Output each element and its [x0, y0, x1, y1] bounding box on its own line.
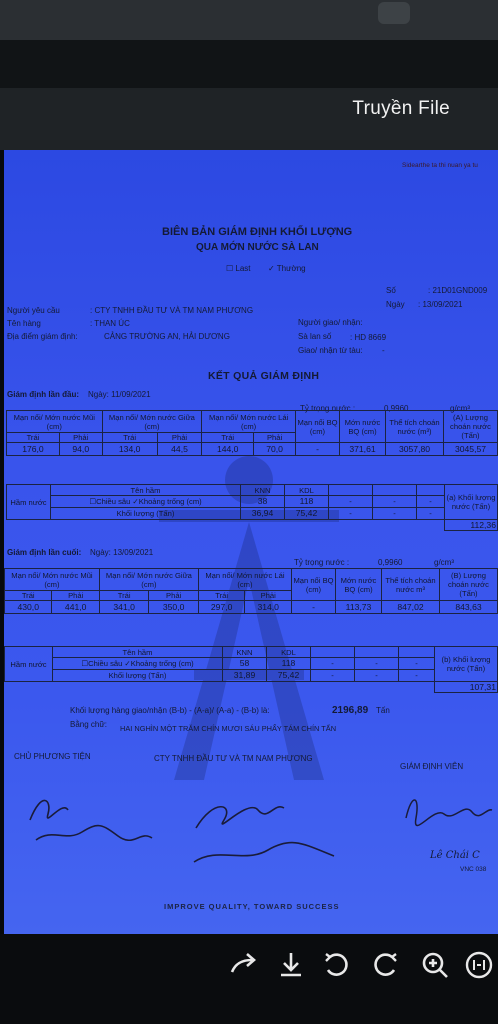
mass-value: 2196,89: [332, 705, 369, 716]
cell-dash: -: [355, 670, 399, 682]
ballast-row-space: ☐Chiều sâu ✓Khoảng trống (cm): [53, 658, 223, 670]
first-draft-table: [6, 410, 498, 456]
header-volume: Thể tích choán nước m³: [382, 569, 440, 601]
cell-dash: -: [399, 670, 435, 682]
sign-ship-owner: CHỦ PHƯƠNG TIỆN: [14, 752, 91, 761]
cell-value: -: [296, 443, 340, 456]
col-left: Trái: [202, 433, 254, 443]
header-bow: Mạn nổi/ Mớn nước Mũi (cm): [7, 411, 103, 433]
cell-dash: -: [417, 496, 445, 508]
sign-company: CTY TNHH ĐẦU TƯ VÀ TM NAM PHƯƠNG: [154, 754, 313, 763]
col-left: Trái: [5, 591, 52, 601]
signature-company: [184, 784, 354, 874]
cell-value: 75,42: [267, 670, 311, 682]
col-right: Phải: [52, 591, 99, 601]
first-survey-date: Ngày: 11/09/2021: [88, 390, 151, 399]
cell-value: 70,0: [254, 443, 296, 456]
goods-label: Tên hàng: [7, 319, 41, 328]
cell-value: 44,5: [157, 443, 201, 456]
knn-header: KNN: [241, 485, 285, 496]
header-stern: Mạn nổi/ Mớn nước Lái (cm): [198, 569, 291, 591]
rotate-right-icon[interactable]: [368, 948, 402, 982]
slogan: IMPROVE QUALITY, TOWARD SUCCESS: [164, 902, 340, 911]
cell-value: 843,63: [440, 601, 498, 614]
so-value: : 21D01GND009: [428, 286, 488, 295]
kdl-header: KDL: [285, 485, 329, 496]
cell-value: 31,89: [223, 670, 267, 682]
cell-value: 441,0: [52, 601, 99, 614]
rotate-left-icon[interactable]: [320, 948, 354, 982]
cell-dash: -: [373, 496, 417, 508]
last-density-label: Tỷ trọng nước :: [294, 558, 350, 567]
device-top-edge: [0, 0, 498, 40]
col-right: Phải: [254, 433, 296, 443]
col-left: Trái: [198, 591, 245, 601]
cell-value: 3057,80: [386, 443, 444, 456]
requester-label: Người yêu cầu: [7, 306, 60, 315]
cell-dash: -: [373, 508, 417, 520]
header-avg-freeboard: Mạn nổi BQ (cm): [296, 411, 340, 443]
cell-dash: -: [311, 658, 355, 670]
first-survey-label: Giám định lần đầu:: [7, 390, 80, 399]
document-image: [4, 150, 498, 934]
option-last: ☐ Last: [226, 264, 251, 273]
cell-value: 58: [223, 658, 267, 670]
from-ship-label: Giao/ nhận từ tàu:: [298, 346, 363, 355]
ballast-total-value: 112,36: [445, 520, 498, 531]
cell-value: 297,0: [198, 601, 245, 614]
place-value: CẢNG TRƯỜNG AN, HẢI DƯƠNG: [104, 332, 230, 341]
cell-dash: -: [417, 508, 445, 520]
mass-label: Khối lượng hàng giao/nhận (B-b) - (A-a)/ (A-a) - (B-b) là:: [70, 706, 270, 715]
header-avg-draft: Mớn nước BQ (cm): [340, 411, 386, 443]
header-bow: Mạn nổi/ Mớn nước Mũi (cm): [5, 569, 100, 591]
tank-name-header: Tên hầm: [51, 485, 241, 496]
cell-value: 3045,57: [444, 443, 498, 456]
last-survey-label: Giám định lần cuối:: [7, 548, 82, 557]
cell-value: 314,0: [245, 601, 292, 614]
corner-text: Sidearthe ta thi nuan ya tu: [402, 162, 478, 169]
share-arrow-icon[interactable]: [226, 948, 260, 982]
ballast-row-mass: Khối lượng (Tấn): [51, 508, 241, 520]
ballast-row-mass: Khối lượng (Tấn): [53, 670, 223, 682]
device-button: [378, 2, 410, 24]
cell-value: 847,02: [382, 601, 440, 614]
col-right: Phải: [59, 433, 102, 443]
cell-dash: -: [311, 670, 355, 682]
cell-value: 176,0: [7, 443, 60, 456]
header-avg-draft: Mớn nước BQ (cm): [336, 569, 382, 601]
col-right: Phải: [157, 433, 201, 443]
header-avg-freeboard: Mạn nổi BQ (cm): [292, 569, 336, 601]
col-left: Trái: [102, 433, 157, 443]
words-label: Bằng chữ:: [70, 720, 107, 729]
cell-value: 38: [241, 496, 285, 508]
first-density-unit: g/cm³: [450, 404, 470, 413]
cell-value: 430,0: [5, 601, 52, 614]
deliverer-label: Người giao/ nhận:: [298, 318, 363, 327]
vnc-code: VNC 038: [460, 866, 487, 873]
first-density-label: Tỷ trọng nước :: [300, 404, 356, 413]
first-ballast-table: [6, 484, 498, 531]
cell-value: 75,42: [285, 508, 329, 520]
col-left: Trái: [99, 591, 148, 601]
col-right: Phải: [149, 591, 199, 601]
last-ballast-table: [4, 646, 498, 693]
surveyor-name: Lê Chái C: [430, 850, 480, 861]
cell-value: -: [292, 601, 336, 614]
result-heading: KẾT QUẢ GIÁM ĐỊNH: [208, 370, 320, 382]
document-subtitle: QUA MỚN NƯỚC SÀ LAN: [196, 242, 319, 253]
ngay-label: Ngày: [386, 300, 405, 309]
header-mid: Mạn nổi/ Mớn nước Giữa (cm): [99, 569, 198, 591]
header-displacement: (B) Lượng choán nước (Tấn): [440, 569, 498, 601]
from-ship-value: -: [382, 346, 385, 355]
ballast-label: Hầm nước: [5, 647, 53, 682]
cell-value: 134,0: [102, 443, 157, 456]
ballast-row-space: ☐Chiều sâu ✓Khoảng trống (cm): [51, 496, 241, 508]
signature-ship-owner: [22, 780, 162, 850]
cell-value: 350,0: [149, 601, 199, 614]
cell-value: 118: [267, 658, 311, 670]
cell-value: 36,94: [241, 508, 285, 520]
place-label: Địa điểm giám định:: [7, 332, 78, 341]
cell-value: 144,0: [202, 443, 254, 456]
col-right: Phải: [245, 591, 292, 601]
option-normal: ✓ Thường: [268, 264, 306, 273]
first-density-value: 0,9960: [384, 404, 409, 413]
goods-value: : THAN ÚC: [90, 319, 130, 328]
header-displacement: (A) Lượng choán nước (Tấn): [444, 411, 498, 443]
ballast-total-value: 107,31: [435, 682, 498, 693]
ballast-total-label: (a) Khối lượng nước (Tấn): [445, 485, 498, 520]
download-icon[interactable]: [274, 948, 308, 982]
cell-value: 94,0: [59, 443, 102, 456]
words-value: HAI NGHÌN MỘT TRĂM CHÍN MƯƠI SÁU PHẨY TÁM CHÍN TẤN: [120, 724, 337, 733]
header-stern: Mạn nổi/ Mớn nước Lái (cm): [202, 411, 296, 433]
last-survey-date: Ngày: 13/09/2021: [90, 548, 154, 557]
tank-name-header: Tên hầm: [53, 647, 223, 658]
knn-header: KNN: [223, 647, 267, 658]
fit-icon[interactable]: [462, 948, 496, 982]
ballast-label: Hầm nước: [7, 485, 51, 520]
cell-dash: -: [399, 658, 435, 670]
document-title: BIÊN BẢN GIÁM ĐỊNH KHỐI LƯỢNG: [162, 226, 353, 238]
barge-label: Sà lan số: [298, 332, 332, 341]
so-label: Số: [386, 286, 396, 295]
mass-unit: Tấn: [376, 706, 390, 715]
sign-surveyor: GIÁM ĐỊNH VIÊN: [400, 762, 464, 771]
zoom-in-icon[interactable]: [418, 948, 452, 982]
requester-value: : CTY TNHH ĐẦU TƯ VÀ TM NAM PHƯƠNG: [90, 306, 254, 315]
header-mid: Mạn nổi/ Mớn nước Giữa (cm): [102, 411, 202, 433]
cell-value: 341,0: [99, 601, 148, 614]
last-density-value: 0,9960: [378, 558, 403, 567]
ballast-total-label: (b) Khối lượng nước (Tấn): [435, 647, 498, 682]
cell-value: 371,61: [340, 443, 386, 456]
col-left: Trái: [7, 433, 60, 443]
signature-surveyor: [400, 788, 496, 834]
kdl-header: KDL: [267, 647, 311, 658]
cell-dash: -: [329, 508, 373, 520]
last-density-unit: g/cm³: [434, 558, 454, 567]
ngay-value: : 13/09/2021: [418, 300, 463, 309]
barge-value: : HD 8669: [350, 333, 387, 342]
app-title: Truyền File: [352, 98, 450, 119]
cell-dash: -: [329, 496, 373, 508]
last-draft-table: [4, 568, 498, 614]
cell-dash: -: [355, 658, 399, 670]
header-volume: Thể tích choán nước (m³): [386, 411, 444, 443]
device-bezel: [0, 40, 498, 88]
cell-value: 113,73: [336, 601, 382, 614]
cell-value: 118: [285, 496, 329, 508]
